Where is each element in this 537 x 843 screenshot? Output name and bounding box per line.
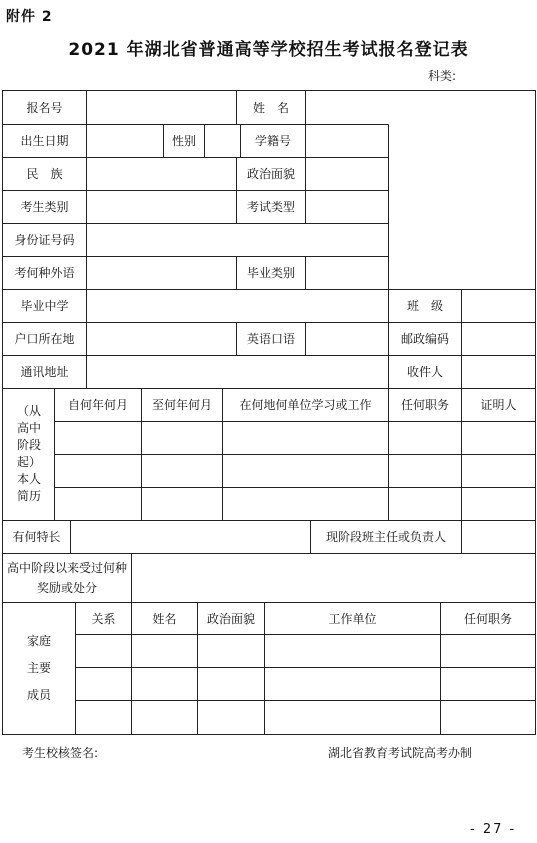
class-teacher-label: 现阶段班主任或负责人	[325, 530, 446, 544]
photo-area	[389, 125, 535, 289]
oral-english-label: 英语口语	[246, 332, 295, 346]
resume-col-position: 任何职务	[400, 398, 449, 412]
family-label-line: 成员	[26, 688, 51, 702]
postal-code-label: 邮政编码	[400, 332, 449, 346]
graduate-school-label: 毕业中学	[20, 299, 69, 313]
name-label: 姓 名	[252, 100, 289, 115]
resume-col-witness: 证明人	[480, 398, 517, 412]
graduate-school-field[interactable]	[87, 290, 388, 322]
reg-no-field[interactable]	[87, 91, 236, 124]
class-field[interactable]	[462, 290, 535, 322]
ethnicity-label: 民 族	[26, 167, 63, 181]
resume-row[interactable]	[55, 488, 535, 520]
family-label	[3, 603, 75, 734]
candidate-category-label: 考生类别	[20, 200, 69, 214]
gender-label: 性别	[171, 134, 196, 148]
specialty-field[interactable]	[71, 521, 310, 553]
foreign-language-label: 考何种外语	[14, 266, 75, 280]
rewards-label: 高中阶段以来受过何种奖励或处分	[6, 561, 127, 595]
exam-type-field[interactable]	[306, 191, 388, 223]
class-label: 班 级	[406, 299, 443, 313]
ethnicity-field[interactable]	[87, 158, 236, 190]
name-field[interactable]	[306, 91, 535, 124]
page-number: - 27 -	[470, 822, 517, 837]
reg-no-label: 报名号	[26, 100, 63, 115]
exam-type-label: 考试类型	[246, 200, 295, 214]
rewards-field[interactable]	[132, 554, 535, 602]
foreign-language-field[interactable]	[87, 257, 236, 289]
political-status-label: 政治面貌	[246, 167, 295, 181]
oral-english-field[interactable]	[306, 323, 388, 355]
resume-col-from: 自何年何月	[67, 398, 128, 412]
subject-label: 科类:	[428, 69, 457, 83]
family-row[interactable]	[76, 635, 535, 667]
issuer-label: 湖北省教育考试院高考办制	[328, 746, 473, 760]
class-teacher-field[interactable]	[462, 521, 535, 553]
resume-col-to: 至何年何月	[151, 398, 212, 412]
graduate-category-field[interactable]	[306, 257, 388, 289]
hukou-field[interactable]	[87, 323, 236, 355]
id-number-label: 身份证号码	[14, 233, 75, 247]
resume-row[interactable]	[55, 455, 535, 487]
hukou-label: 户口所在地	[14, 332, 75, 346]
family-row[interactable]	[76, 668, 535, 700]
specialty-label: 有何特长	[12, 530, 61, 544]
birth-date-field[interactable]	[87, 125, 163, 157]
student-id-field[interactable]	[306, 125, 388, 157]
resume-col-place: 在何地何单位学习或工作	[239, 398, 372, 412]
family-col-relation: 关系	[91, 611, 116, 626]
political-status-field[interactable]	[306, 158, 388, 190]
birth-date-label: 出生日期	[20, 134, 69, 148]
family-col-position: 任何职务	[463, 611, 512, 626]
student-id-label: 学籍号	[254, 134, 291, 148]
postal-code-field[interactable]	[462, 323, 535, 355]
family-label-line: 家庭	[26, 634, 51, 648]
family-row[interactable]	[76, 701, 535, 734]
family-col-political: 政治面貌	[206, 611, 255, 626]
id-number-field[interactable]	[87, 224, 388, 256]
resume-label: （从高中阶段起）本人简历	[16, 404, 41, 503]
recipient-field[interactable]	[462, 356, 535, 388]
family-col-name: 姓名	[152, 611, 177, 626]
family-col-employer: 工作单位	[328, 611, 377, 626]
family-label-line: 主要	[26, 661, 51, 675]
page-title: 2021 年湖北省普通高等学校招生考试报名登记表	[68, 40, 469, 60]
address-label: 通讯地址	[20, 365, 69, 379]
resume-row[interactable]	[55, 422, 535, 454]
signature-label: 考生校核签名:	[22, 746, 99, 760]
candidate-category-field[interactable]	[87, 191, 236, 223]
recipient-label: 收件人	[406, 365, 443, 379]
gender-field[interactable]	[205, 125, 240, 157]
graduate-category-label: 毕业类别	[246, 266, 295, 280]
address-field[interactable]	[87, 356, 388, 388]
attachment-label: 附件 2	[6, 9, 53, 25]
